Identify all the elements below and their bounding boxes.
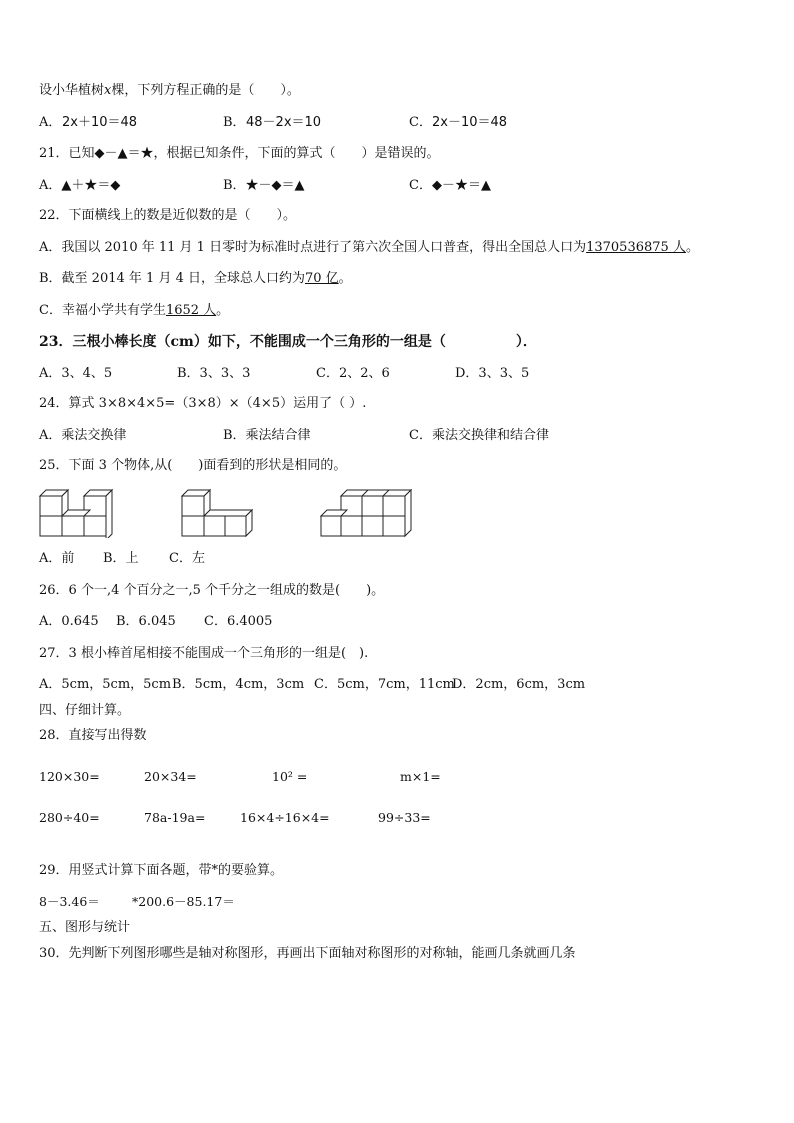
q26-option-b[interactable]: B．6.045 xyxy=(116,614,176,629)
q20-option-b-text: 48－2x＝10 xyxy=(246,115,322,130)
q29-item-1: 8－3.46＝ xyxy=(39,894,100,909)
cube-figure-2 xyxy=(180,484,254,538)
q27-stem: 27．3 根小棒首尾相接不能围成一个三角形的一组是( ). xyxy=(39,646,369,661)
q23-stem: 23．三根小棒长度（cm）如下，不能围成一个三角形的一组是（ ）． xyxy=(39,334,537,350)
q27-option-b[interactable]: B．5cm，4cm，3cm xyxy=(172,677,305,692)
q24-option-b[interactable]: B．乘法结合律 xyxy=(223,428,311,443)
q28-stem: 28．直接写出得数 xyxy=(39,728,147,743)
q28-item-6: 78a-19a= xyxy=(144,810,206,825)
q28-item-1: 120×30= xyxy=(39,769,100,784)
q22-c-end: 。 xyxy=(216,303,230,318)
q27-option-c[interactable]: C．5cm，7cm，11cm xyxy=(314,677,455,692)
q21-option-b[interactable]: B．★－◆＝▲ xyxy=(223,178,305,193)
q22-a-end: 。 xyxy=(685,240,699,255)
q22-a-text: A．我国以 2010 年 11 月 1 日零时为标准时点进行了第六次全国人口普查，得出全国总人口为 xyxy=(39,240,587,255)
q28-item-2: 20×34= xyxy=(144,769,197,784)
q23-option-b[interactable]: B．3、3、3 xyxy=(177,366,251,381)
cube-figure-3 xyxy=(319,486,413,538)
q30-stem: 30．先判断下列图形哪些是轴对称图形，再画出下面轴对称图形的对称轴，能画几条就画几条 xyxy=(39,946,576,961)
q24-option-a[interactable]: A．乘法交换律 xyxy=(39,428,127,443)
q23-option-c[interactable]: C．2、2、6 xyxy=(316,366,390,381)
q24-option-c[interactable]: C．乘法交换律和结合律 xyxy=(409,428,549,443)
q22-option-b[interactable] xyxy=(39,271,352,287)
q21-stem: 21．已知◆－▲＝★，根据已知条件，下面的算式（ ）是错误的。 xyxy=(39,146,440,161)
q22-stem: 22．下面横线上的数是近似数的是（ ）。 xyxy=(39,208,297,223)
q26-option-c[interactable]: C．6.4005 xyxy=(204,614,273,629)
q21-option-a[interactable]: A．▲＋★＝◆ xyxy=(39,178,121,193)
q20-option-a-text: 2x＋10＝48 xyxy=(62,115,138,130)
q29-stem: 29．用竖式计算下面各题，带*的要验算。 xyxy=(39,863,284,878)
q22-b-end: 。 xyxy=(338,271,352,286)
q25-option-b[interactable]: B．上 xyxy=(103,551,139,566)
q22-c-text: C．幸福小学共有学生 xyxy=(39,303,166,318)
q20-option-c-label[interactable]: C． xyxy=(409,115,432,130)
q20-stem xyxy=(39,83,300,99)
q22-c-underlined: 1652 人 xyxy=(165,303,217,318)
q22-option-c[interactable] xyxy=(39,303,229,319)
q29-item-2: *200.6－85.17＝ xyxy=(132,894,235,909)
section-4-heading: 四、仔细计算。 xyxy=(39,703,131,718)
q25-option-a[interactable]: A．前 xyxy=(39,551,75,566)
q27-option-d[interactable]: D．2cm，6cm，3cm xyxy=(452,677,586,692)
q20-stem-tail: 棵，下列方程正确的是（ ）。 xyxy=(111,83,300,98)
q20-option-b-label[interactable]: B． xyxy=(223,115,246,130)
q28-item-4: m×1= xyxy=(400,769,441,784)
q25-option-c[interactable]: C．左 xyxy=(169,551,205,566)
cube-figure-1 xyxy=(38,482,114,538)
q20-option-a-label[interactable]: A． xyxy=(39,115,62,130)
q20-option-c-text: 2x－10＝48 xyxy=(432,115,508,130)
q23-option-d[interactable]: D．3、3、5 xyxy=(455,366,530,381)
q20-stem-text: 设小华植树 xyxy=(39,83,105,98)
q28-item-3: 10² = xyxy=(272,769,308,784)
q28-item-8: 99÷33= xyxy=(378,810,431,825)
q24-stem: 24．算式 3×8×4×5=（3×8）×（4×5）运用了（ ）. xyxy=(39,396,367,411)
q22-b-underlined: 70 亿 xyxy=(304,271,339,286)
q20-var: x xyxy=(104,83,112,98)
q25-stem: 25．下面 3 个物体,从( )面看到的形状是相同的。 xyxy=(39,458,347,473)
q26-option-a[interactable]: A．0.645 xyxy=(39,614,99,629)
section-5-heading: 五、图形与统计 xyxy=(39,920,131,935)
q22-option-a[interactable] xyxy=(39,240,699,256)
q27-option-a[interactable]: A．5cm，5cm，5cm xyxy=(39,677,172,692)
q22-b-text: B．截至 2014 年 1 月 4 日，全球总人口约为 xyxy=(39,271,305,286)
q21-option-c[interactable]: C．◆－★＝▲ xyxy=(409,178,491,193)
q28-item-5: 280÷40= xyxy=(39,810,100,825)
q28-item-7: 16×4÷16×4= xyxy=(240,810,330,825)
q26-stem: 26．6 个一,4 个百分之一,5 个千分之一组成的数是( )。 xyxy=(39,583,385,598)
q22-a-underlined: 1370536875 人 xyxy=(586,240,686,255)
q23-option-a[interactable]: A．3、4、5 xyxy=(39,366,113,381)
